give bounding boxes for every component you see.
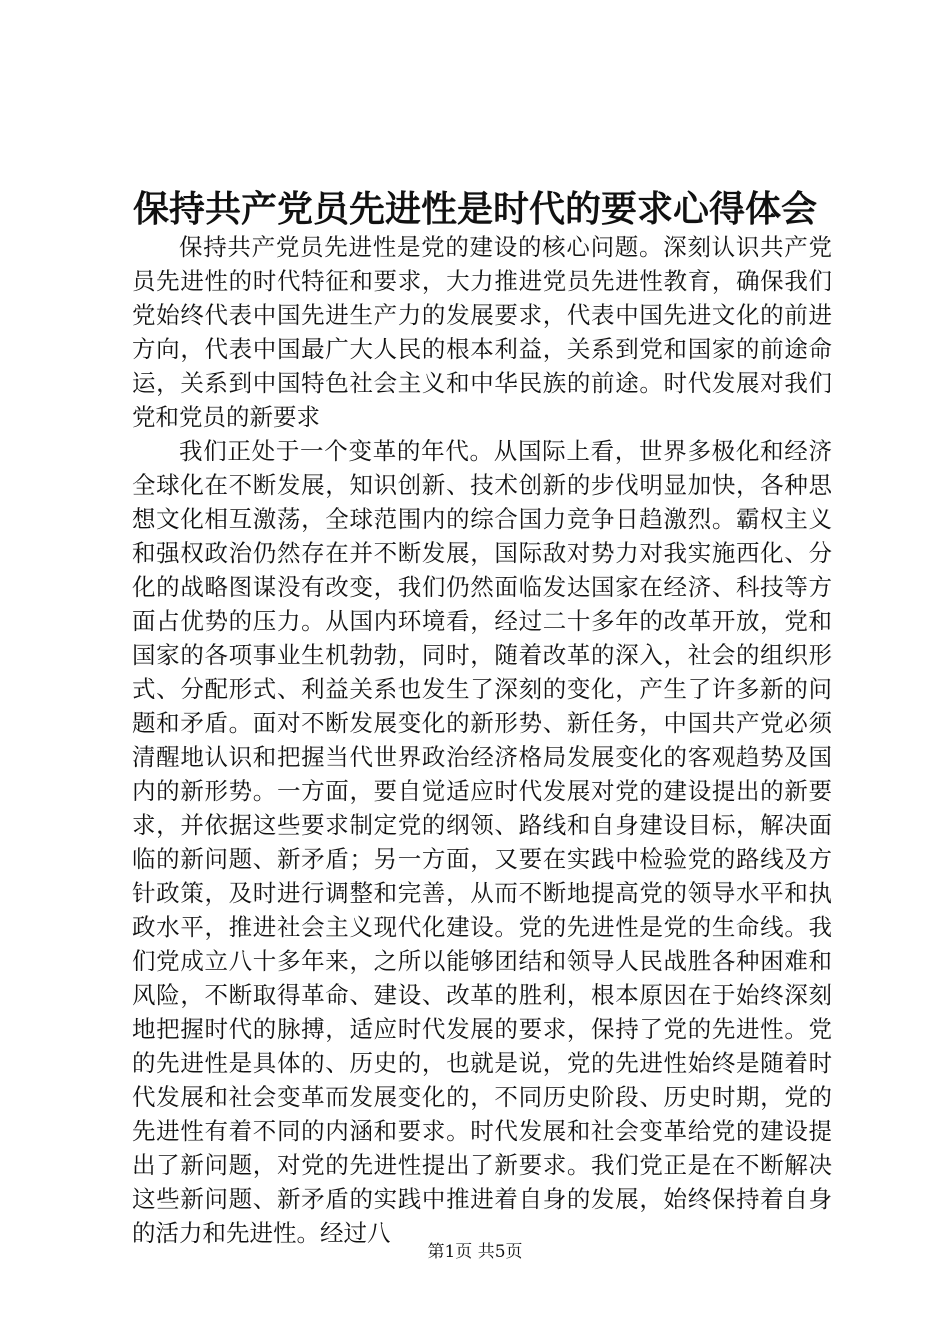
page-number-footer: 第1页 共5页 [427, 1242, 523, 1262]
paragraph-2: 我们正处于一个变革的年代。从国际上看，世界多极化和经济全球化在不断发展，知识创新、技术创新的步伐明显加快，各种思想文化相互激荡，全球范围内的综合国力竞争日趋激烈。霸权主义和强权政治仍然存在并不断发展，国际敌对势力对我实施西化、分化的战略图谋没有改变，我们仍然面临发达国家在经济、科技等方面占优势的压力。从国内环境看，经过二十多年的改革开放，党和国家的各项事业生机勃勃，同时，随着改革的深入，社会的组织形式、分配形式、利益关系也发生了深刻的变化，产生了许多新的问题和矛盾。面对不断发展变化的新形势、新任务，中国共产党必须清醒地认识和把握当代世界政治经济格局发展变化的客观趋势及国内的新形势。一方面，要自觉适应时代发展对党的建设提出的新要求，并依据这些要求制定党的纲领、路线和自身建设目标，解决面临的新问题、新矛盾；另一方面，又要在实践中检验党的路线及方针政策，及时进行调整和完善，从而不断地提高党的领导水平和执政水平，推进社会主义现代化建设。党的先进性是党的生命线。我们党成立八十多年来，之所以能够团结和领导人民战胜各种困难和风险，不断取得革命、建设、改革的胜利，根本原因在于始终深刻地把握时代的脉搏，适应时代发展的要求，保持了党的先进性。党的先进性是具体的、历史的，也就是说，党的先进性始终是随着时代发展和社会变革而发展变化的，不同历史阶段、历史时期，党的先进性有着不同的内涵和要求。时代发展和社会变革给党的建设提出了新问题，对党的先进性提出了新要求。我们党正是在不断解决这些新问题、新矛盾的实践中推进着自身的发展，始终保持着自身的活力和先进性。经过八 [132, 437, 832, 1247]
document-title: 保持共产党员先进性是时代的要求心得体会 [132, 188, 817, 230]
paragraph-1: 保持共产党员先进性是党的建设的核心问题。深刻认识共产党员先进性的时代特征和要求，大力推进党员先进性教育，确保我们党始终代表中国先进生产力的发展要求，代表中国先进文化的前进方向，代表中国最广大人民的根本利益，关系到党和国家的前途命运，关系到中国特色社会主义和中华民族的前途。时代发展对我们党和党员的新要求 [132, 233, 832, 431]
document-body [132, 230, 832, 1250]
